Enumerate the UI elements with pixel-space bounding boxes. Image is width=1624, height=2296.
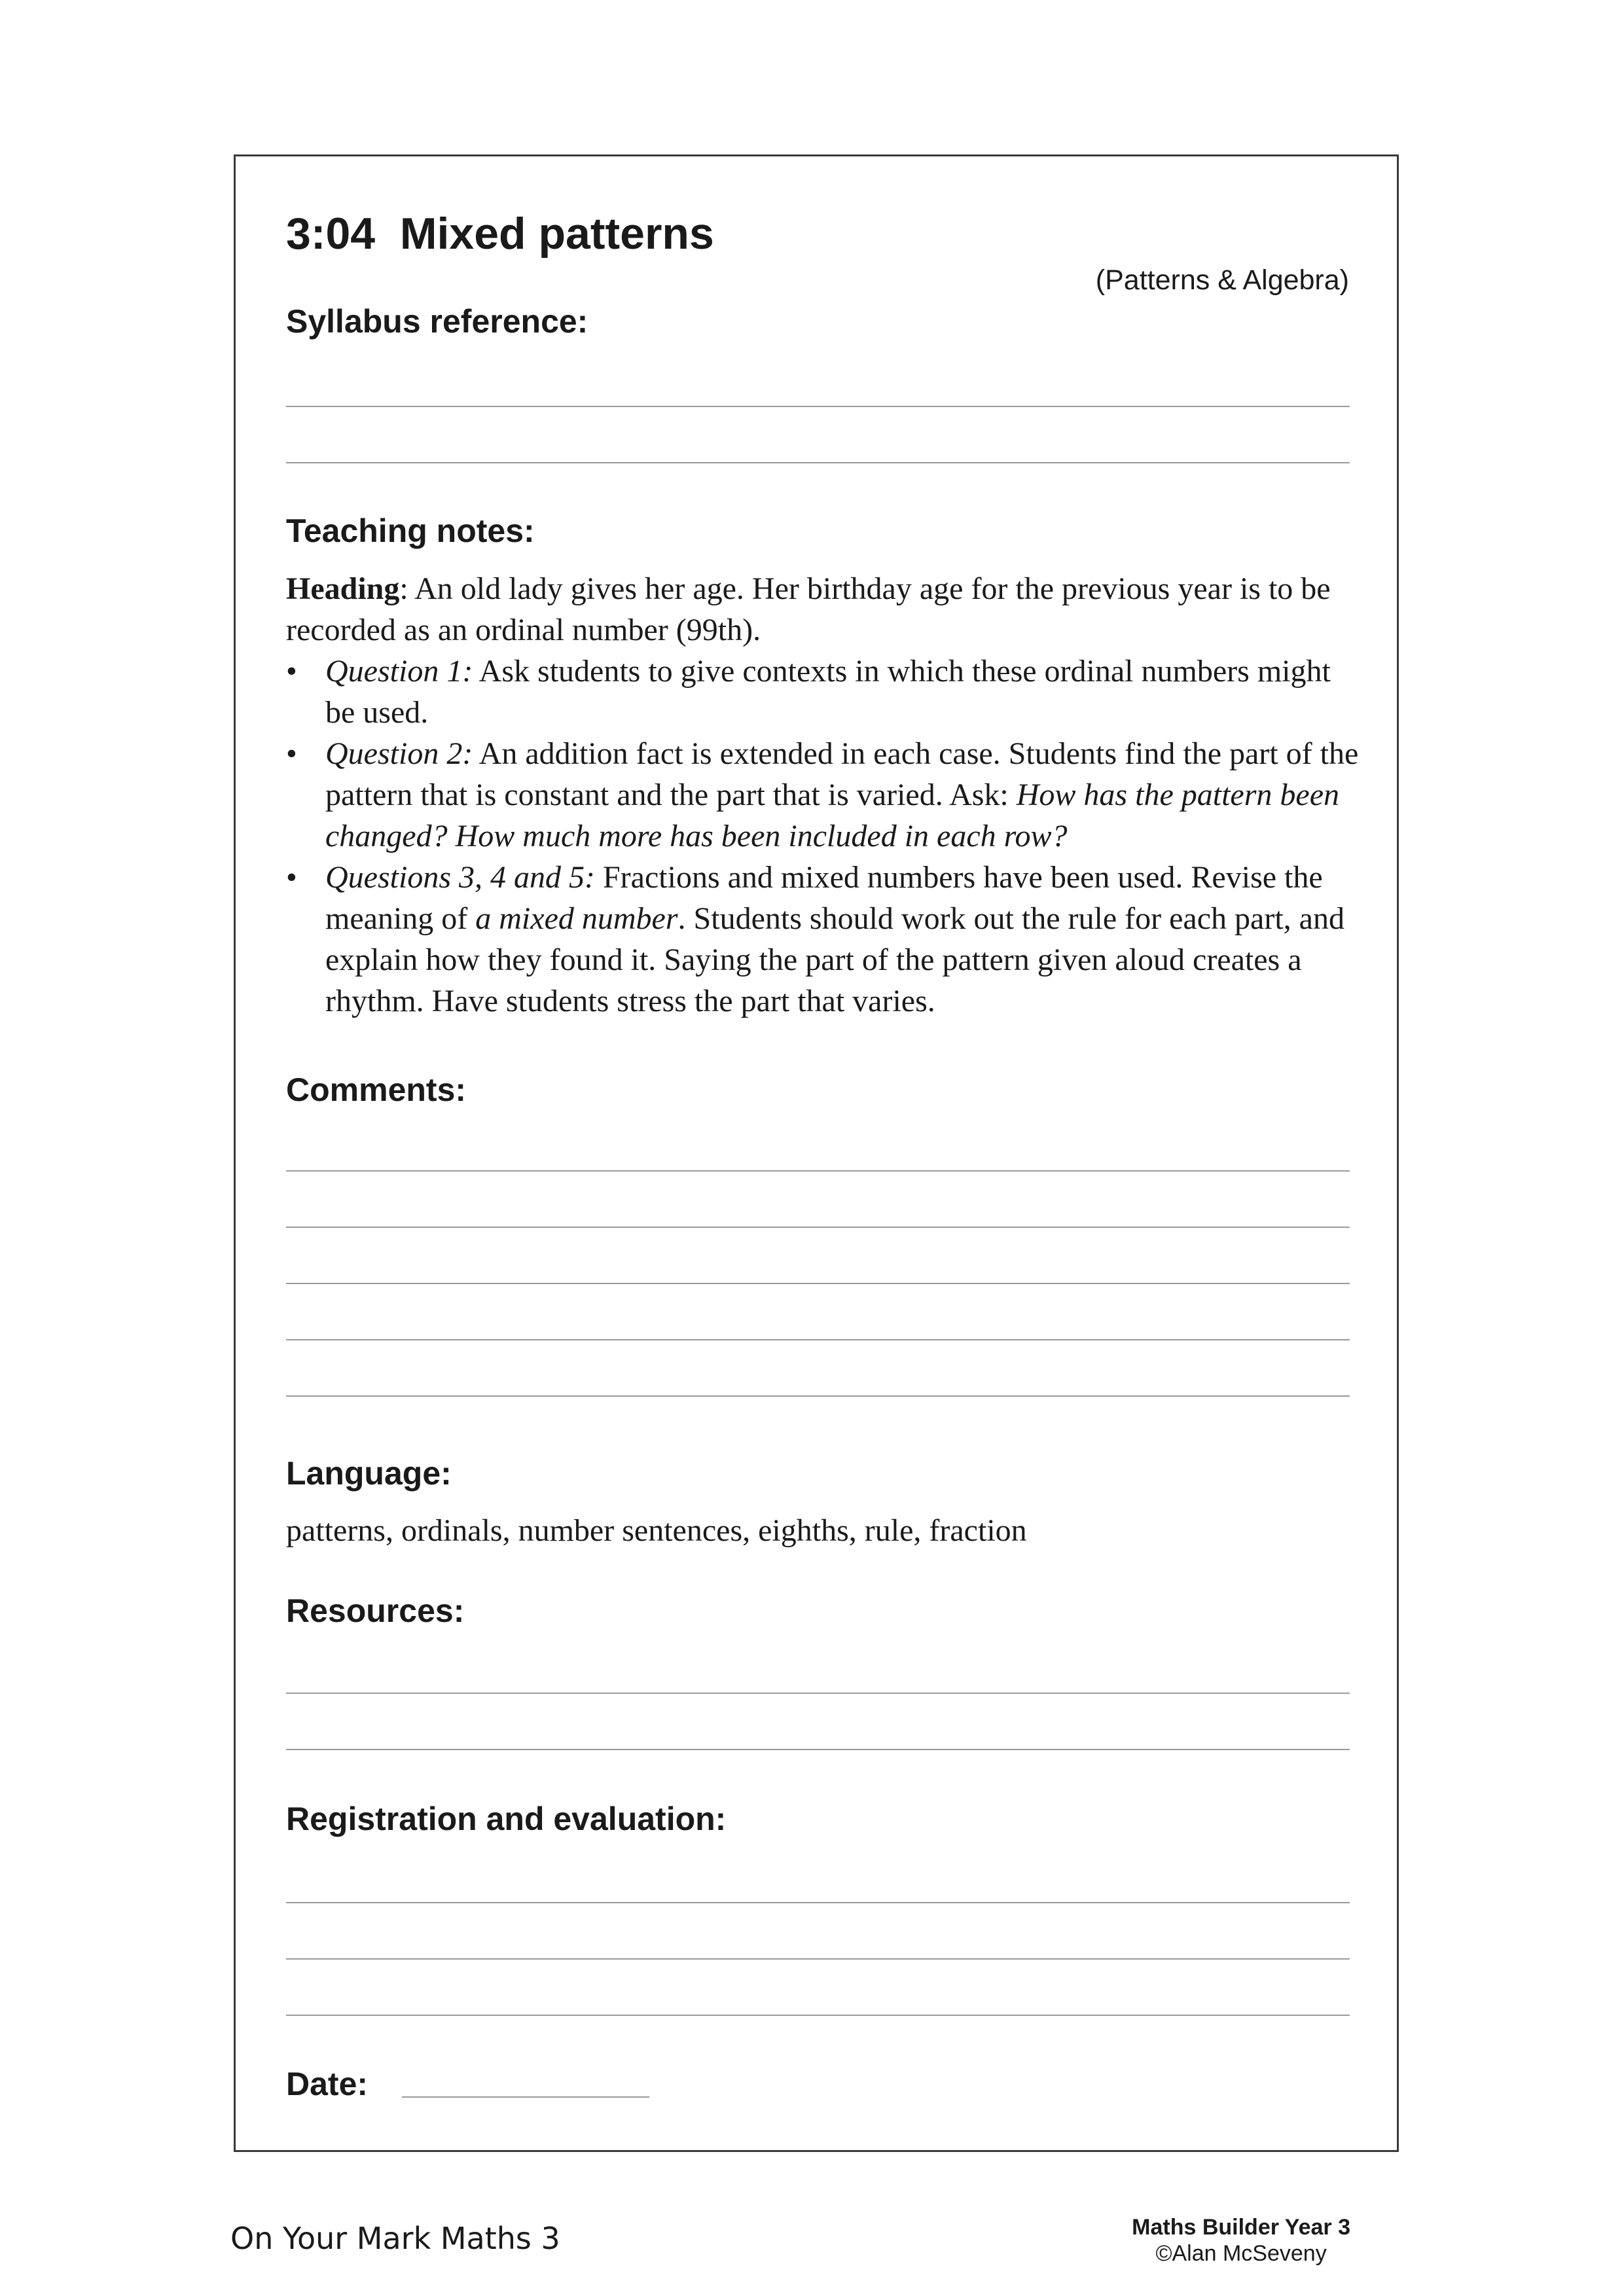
comments-line[interactable]	[286, 1395, 1350, 1397]
question-text: . Students should work out the rule for each part, and explain how they found it. Saying the part of the pattern given aloud creates a rhythm. Have students stress the part that varies.	[325, 901, 1344, 1018]
footer-credit	[1132, 2214, 1350, 2267]
registration-line[interactable]	[286, 2015, 1350, 2016]
list-item	[286, 651, 1360, 733]
heading-label: Heading	[286, 571, 400, 606]
language-heading: Language:	[286, 1455, 452, 1492]
footer-copyright: ©Alan McSeveny	[1155, 2241, 1327, 2266]
question-notes-list	[286, 651, 1360, 1022]
language-text: patterns, ordinals, number sentences, eighths, rule, fraction	[286, 1513, 1027, 1548]
question-italic-text: a mixed number	[475, 901, 678, 936]
teaching-notes-body	[286, 568, 1360, 1022]
registration-line[interactable]	[286, 1902, 1350, 1903]
page-title: 3:04 Mixed patterns	[286, 209, 714, 259]
comments-line[interactable]	[286, 1339, 1350, 1340]
question-italic-text: How has the pattern been changed? How much more has been included in each row?	[325, 778, 1340, 853]
comments-heading: Comments:	[286, 1071, 467, 1108]
bullet: •	[286, 654, 297, 689]
date-line[interactable]	[402, 2096, 649, 2098]
comments-line[interactable]	[286, 1170, 1350, 1172]
question-text: Ask students to give contexts in which these ordinal numbers might be used.	[325, 654, 1331, 730]
bullet: •	[286, 860, 297, 895]
list-item	[286, 733, 1360, 857]
syllabus-line[interactable]	[286, 406, 1350, 407]
question-label: Questions 3, 4 and 5:	[325, 860, 595, 895]
question-text: An addition fact is extended in each case. Students find the part of the pattern that is constant and the part that is varied. Ask:	[325, 736, 1359, 812]
bullet: •	[286, 736, 297, 771]
strand-label: (Patterns & Algebra)	[1095, 264, 1349, 296]
question-text: Fractions and mixed numbers have been used. Revise the meaning of	[325, 860, 1323, 936]
registration-heading: Registration and evaluation:	[286, 1801, 727, 1837]
syllabus-heading: Syllabus reference:	[286, 303, 588, 340]
list-item	[286, 857, 1360, 1022]
question-label: Question 1:	[325, 654, 473, 689]
question-label: Question 2:	[325, 736, 473, 771]
teaching-notes-heading: Teaching notes:	[286, 512, 535, 549]
registration-line[interactable]	[286, 1958, 1350, 1960]
heading-text: : An old lady gives her age. Her birthday age for the previous year is to be recorded as an ordinal number (99th).	[286, 571, 1331, 647]
date-label: Date:	[286, 2066, 369, 2102]
syllabus-line[interactable]	[286, 462, 1350, 463]
resources-line[interactable]	[286, 1693, 1350, 1694]
footer-book-title: Maths Builder Year 3	[1132, 2215, 1350, 2240]
comments-line[interactable]	[286, 1283, 1350, 1284]
resources-heading: Resources:	[286, 1592, 465, 1629]
resources-line[interactable]	[286, 1749, 1350, 1750]
heading-note	[286, 568, 1360, 651]
page-frame	[234, 154, 1399, 2152]
footer-series: On Your Mark Maths 3	[230, 2221, 560, 2256]
comments-line[interactable]	[286, 1227, 1350, 1228]
